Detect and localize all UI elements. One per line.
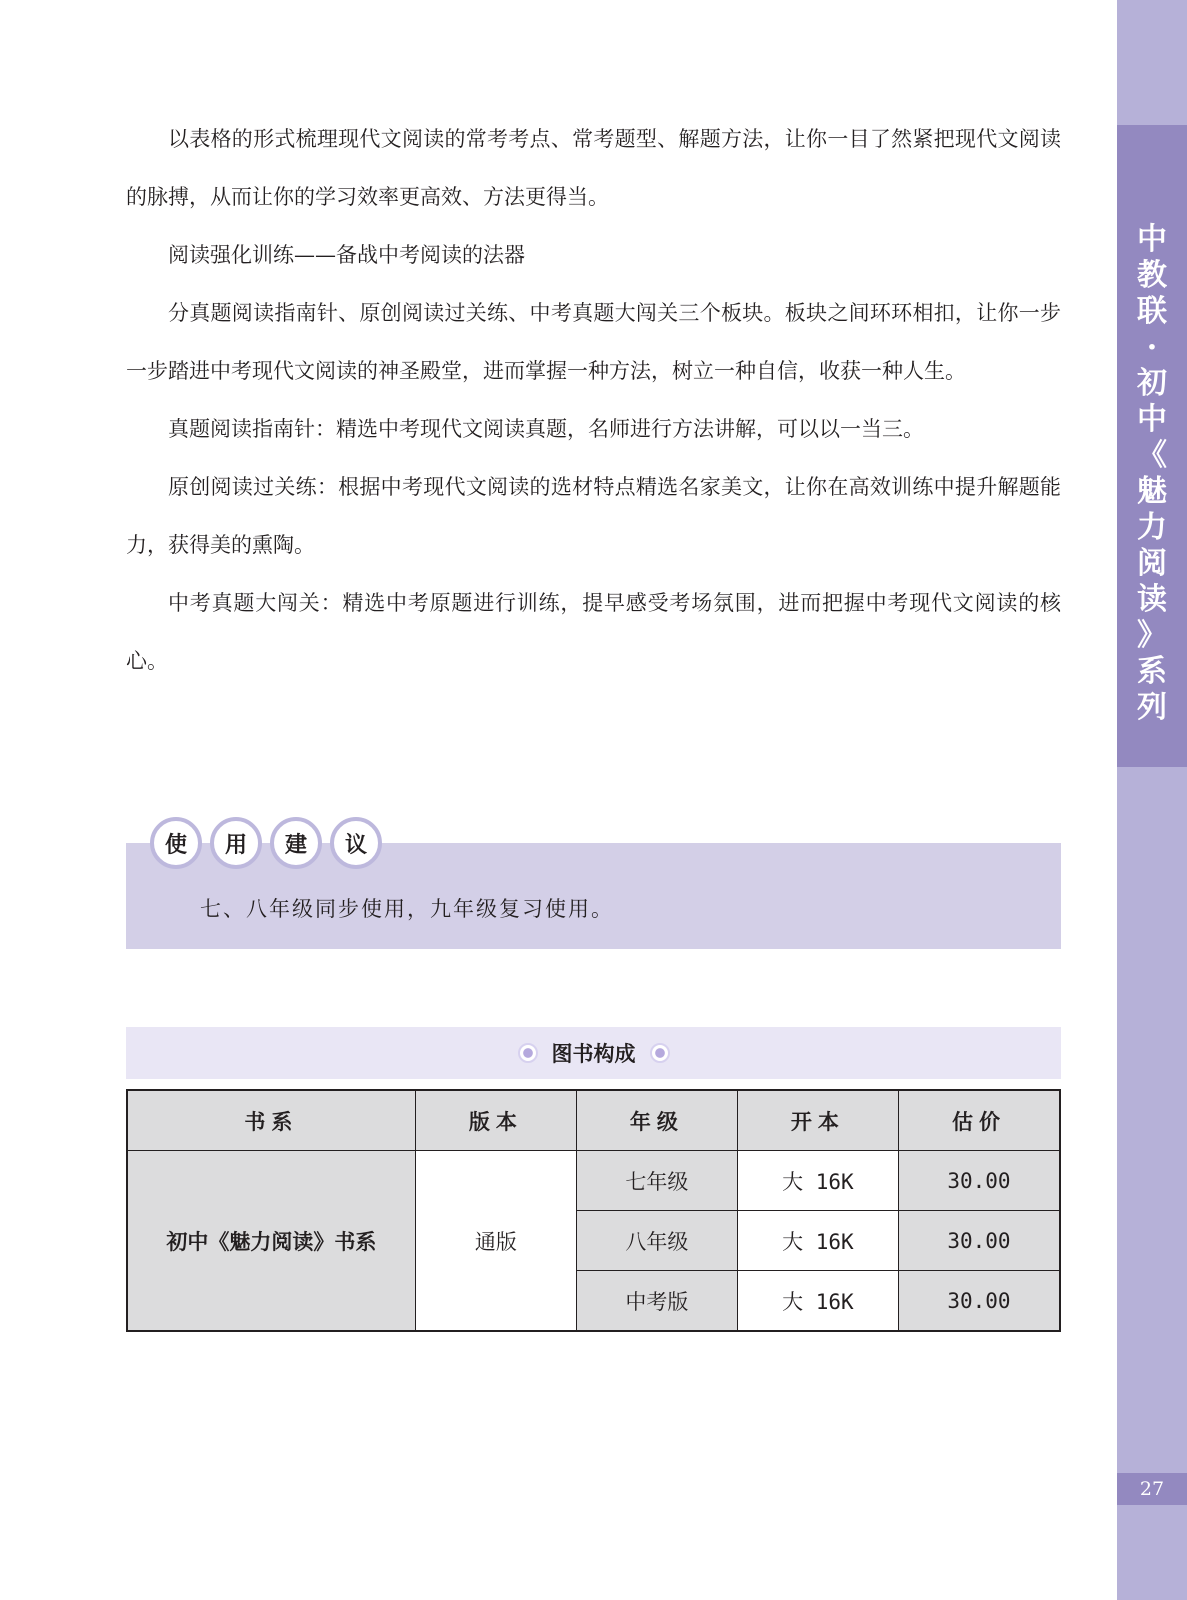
dot-ornament-icon	[518, 1043, 538, 1063]
dot-ornament-icon	[650, 1043, 670, 1063]
grade-cell: 八年级	[576, 1211, 737, 1271]
price-cell: 30.00	[898, 1211, 1060, 1271]
series-vertical-title	[1117, 222, 1187, 726]
title-bubble: 使	[150, 817, 202, 869]
column-header: 版本	[415, 1090, 576, 1151]
composition-header-band	[126, 1027, 1061, 1079]
side-title-char: 列	[1137, 690, 1167, 725]
price-cell: 30.00	[898, 1271, 1060, 1332]
composition-title: 图书构成	[551, 1042, 636, 1066]
paragraph: 中考真题大闯关：精选中考原题进行训练，提早感受考场氛围，进而把握中考现代文阅读的核心。	[126, 591, 1061, 673]
side-band	[1117, 0, 1187, 1600]
side-title-char: 魅	[1137, 474, 1167, 509]
paragraph: 真题阅读指南针：精选中考现代文阅读真题，名师进行方法讲解，可以以一当三。	[168, 417, 924, 441]
format-cell: 大 16K	[737, 1271, 898, 1332]
title-bubble: 建	[270, 817, 322, 869]
side-title-char: ·	[1146, 330, 1158, 365]
table-row	[127, 1151, 1060, 1211]
side-title-char: 初	[1137, 366, 1167, 401]
usage-suggestion-title	[150, 817, 390, 871]
side-title-char: 联	[1137, 294, 1167, 329]
paragraph: 以表格的形式梳理现代文阅读的常考考点、常考题型、解题方法，让你一目了然紧把现代文阅读的脉搏，从而让你的学习效率更高效、方法更得当。	[126, 127, 1061, 209]
book-composition-table	[126, 1089, 1061, 1332]
edition-cell: 通版	[415, 1151, 576, 1332]
grade-cell: 中考版	[576, 1271, 737, 1332]
body-text	[126, 110, 1061, 690]
column-header: 年级	[576, 1090, 737, 1151]
page-number: 27	[1139, 1478, 1165, 1500]
side-title-char: 读	[1137, 582, 1167, 617]
side-title-char: 《	[1137, 438, 1167, 473]
column-header: 估价	[898, 1090, 1060, 1151]
composition-title-row	[126, 1027, 1061, 1079]
page-number-box	[1117, 1473, 1187, 1505]
usage-suggestion-text: 七、八年级同步使用，九年级复习使用。	[200, 897, 614, 921]
side-title-char: 阅	[1137, 546, 1167, 581]
paragraph-subheading: 阅读强化训练——备战中考阅读的法器	[168, 243, 525, 267]
table-header-row	[127, 1090, 1060, 1151]
side-title-char: 》	[1137, 618, 1167, 653]
format-cell: 大 16K	[737, 1211, 898, 1271]
paragraph: 原创阅读过关练：根据中考现代文阅读的选材特点精选名家美文，让你在高效训练中提升解题能力，获得美的熏陶。	[126, 475, 1061, 557]
title-bubble: 用	[210, 817, 262, 869]
price-cell: 30.00	[898, 1151, 1060, 1211]
column-header: 开本	[737, 1090, 898, 1151]
column-header: 书系	[127, 1090, 415, 1151]
side-title-char: 系	[1137, 654, 1167, 689]
grade-cell: 七年级	[576, 1151, 737, 1211]
title-bubble: 议	[330, 817, 382, 869]
paragraph: 分真题阅读指南针、原创阅读过关练、中考真题大闯关三个板块。板块之间环环相扣，让你一步一步踏进中考现代文阅读的神圣殿堂，进而掌握一种方法，树立一种自信，收获一种人生。	[126, 301, 1061, 383]
side-title-char: 教	[1137, 258, 1167, 293]
side-title-char: 力	[1137, 510, 1167, 545]
side-title-char: 中	[1137, 222, 1167, 257]
format-cell: 大 16K	[737, 1151, 898, 1211]
side-title-char: 中	[1137, 402, 1167, 437]
series-cell: 初中《魅力阅读》书系	[127, 1151, 415, 1332]
